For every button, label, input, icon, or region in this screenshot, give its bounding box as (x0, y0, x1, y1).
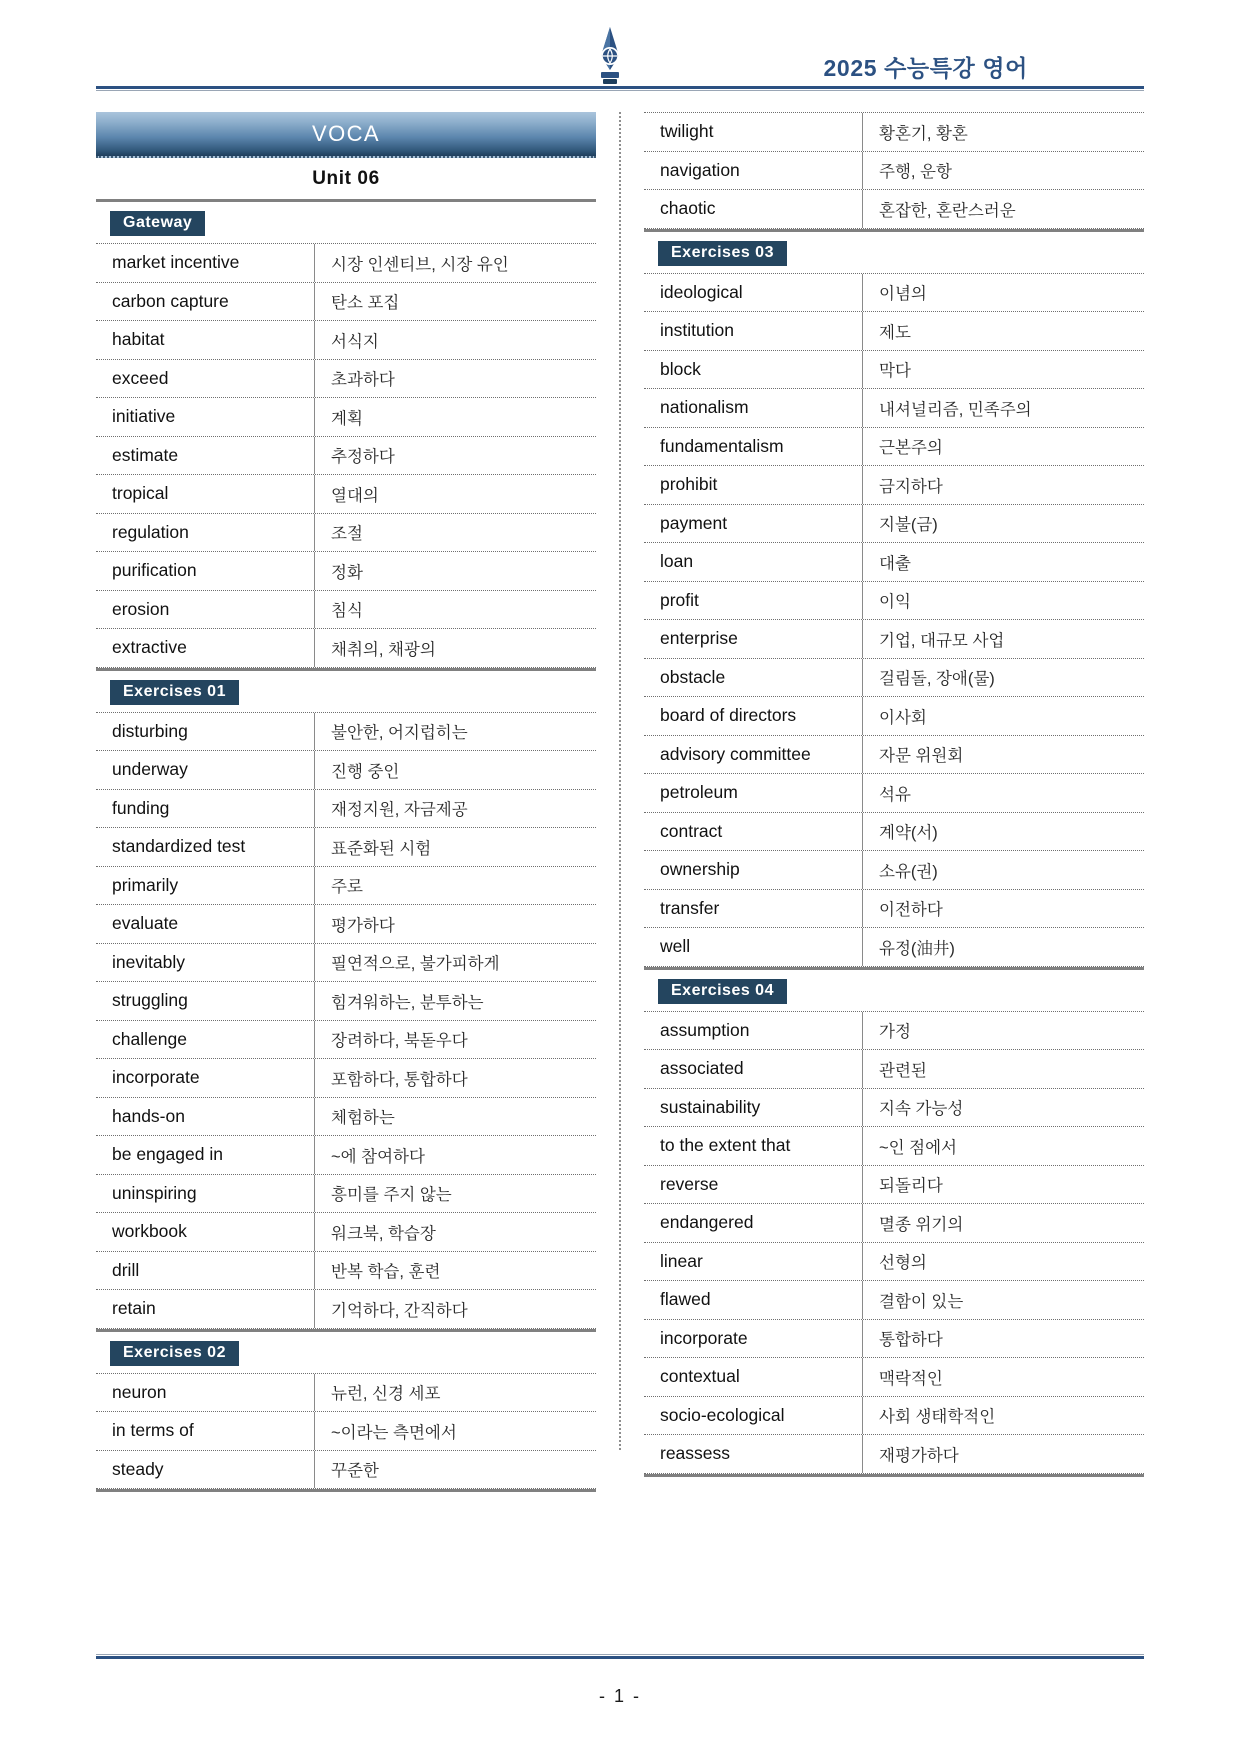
vocab-term: linear (660, 1250, 703, 1271)
vocab-meaning: ~이라는 측면에서 (314, 1412, 596, 1450)
header-divider (96, 86, 1144, 91)
vocab-row (644, 312, 1144, 351)
vocab-meaning: 재평가하다 (862, 1435, 1144, 1473)
vocab-row (644, 190, 1144, 229)
vocab-row (644, 428, 1144, 467)
page-title: 2025 수능특강 영어 (823, 55, 1028, 81)
vocab-meaning: 이념의 (862, 274, 1144, 312)
vocab-row (96, 982, 596, 1021)
vocab-row (644, 736, 1144, 775)
vocab-term: estimate (112, 444, 179, 465)
vocab-term: to the extent that (660, 1135, 791, 1156)
vocab-meaning: 선형의 (862, 1243, 1144, 1281)
vocab-table (644, 112, 1144, 229)
vocab-row (96, 360, 596, 399)
vocab-term: navigation (660, 159, 740, 180)
vocab-row (644, 890, 1144, 929)
vocab-term: carbon capture (112, 290, 229, 311)
vocab-term: chaotic (660, 198, 716, 219)
vocab-meaning: 계획 (314, 398, 596, 436)
vocab-row (96, 552, 596, 591)
vocab-term: contract (660, 820, 723, 841)
vocab-meaning: 이익 (862, 582, 1144, 620)
vocab-row (96, 1412, 596, 1451)
vocab-meaning: 체험하는 (314, 1098, 596, 1136)
vocab-term: incorporate (112, 1067, 200, 1088)
vocab-row (96, 1175, 596, 1214)
column-divider (619, 112, 621, 1450)
vocab-term: prohibit (660, 474, 718, 495)
vocab-term: funding (112, 797, 170, 818)
page-footer (0, 1642, 1240, 1752)
vocab-meaning: 채취의, 채광의 (314, 629, 596, 667)
vocab-table (96, 712, 596, 1329)
vocab-meaning: 정화 (314, 552, 596, 590)
vocab-meaning: 꾸준한 (314, 1451, 596, 1489)
section-chip: Exercises 01 (110, 680, 239, 705)
vocab-table (96, 1373, 596, 1490)
vocab-meaning: 지속 가능성 (862, 1089, 1144, 1127)
vocab-term: loan (660, 551, 694, 572)
vocab-meaning: 주행, 운항 (862, 152, 1144, 190)
vocab-meaning: 통합하다 (862, 1320, 1144, 1358)
vocab-row (644, 1281, 1144, 1320)
vocab-term: inevitably (112, 951, 185, 972)
vocab-meaning: 초과하다 (314, 360, 596, 398)
vocab-term: be engaged in (112, 1144, 223, 1165)
section-chip: Exercises 04 (658, 979, 787, 1004)
vocab-row (644, 543, 1144, 582)
vocab-row (644, 928, 1144, 967)
vocab-meaning: 멸종 위기의 (862, 1204, 1144, 1242)
unit-heading (96, 158, 596, 202)
vocab-meaning: 뉴런, 신경 세포 (314, 1374, 596, 1412)
vocab-row (96, 1213, 596, 1252)
section-end-rule (644, 1474, 1144, 1477)
vocab-row (96, 751, 596, 790)
vocab-row (96, 1451, 596, 1490)
vocabulary-sheet (96, 112, 1144, 1492)
vocab-term: challenge (112, 1028, 187, 1049)
vocab-table (644, 1011, 1144, 1474)
section-header (644, 232, 1144, 273)
vocab-meaning: 침식 (314, 591, 596, 629)
vocab-meaning: 혼잡한, 혼란스러운 (862, 190, 1144, 228)
vocab-term: reverse (660, 1173, 719, 1194)
vocab-term: nationalism (660, 397, 749, 418)
vocab-row (644, 113, 1144, 152)
vocab-term: regulation (112, 521, 189, 542)
vocab-term: habitat (112, 329, 165, 350)
vocab-term: fundamentalism (660, 435, 784, 456)
vocab-term: well (660, 936, 691, 957)
vocab-term: disturbing (112, 720, 188, 741)
vocab-row (644, 1358, 1144, 1397)
vocab-row (644, 1435, 1144, 1474)
vocab-row (96, 713, 596, 752)
vocab-row (644, 1012, 1144, 1051)
vocab-row (96, 475, 596, 514)
vocab-term: in terms of (112, 1420, 194, 1441)
vocab-term: associated (660, 1058, 744, 1079)
vocab-meaning: 걸림돌, 장애(물) (862, 659, 1144, 697)
vocab-meaning: 유정(油井) (862, 928, 1144, 966)
vocab-meaning: 자문 위원회 (862, 736, 1144, 774)
vocab-row (644, 1243, 1144, 1282)
right-column (644, 112, 1144, 1492)
vocab-row (644, 774, 1144, 813)
vocab-meaning: 사회 생태학적인 (862, 1397, 1144, 1435)
voca-banner (96, 112, 596, 158)
vocab-meaning: 소유(권) (862, 851, 1144, 889)
vocab-term: institution (660, 320, 734, 341)
page-header (0, 0, 1240, 96)
vocab-row (644, 1397, 1144, 1436)
vocab-meaning: 포함하다, 통합하다 (314, 1059, 596, 1097)
vocab-term: tropical (112, 483, 169, 504)
vocab-row (644, 389, 1144, 428)
vocab-term: primarily (112, 874, 179, 895)
vocab-meaning: 조절 (314, 514, 596, 552)
vocab-row (644, 697, 1144, 736)
vocab-meaning: 이사회 (862, 697, 1144, 735)
vocab-row (644, 466, 1144, 505)
vocab-meaning: 지불(금) (862, 505, 1144, 543)
vocab-term: petroleum (660, 782, 738, 803)
vocab-term: incorporate (660, 1327, 748, 1348)
vocab-row (644, 274, 1144, 313)
vocab-meaning: 재정지원, 자금제공 (314, 790, 596, 828)
vocab-term: board of directors (660, 705, 797, 726)
vocab-meaning: 기억하다, 간직하다 (314, 1290, 596, 1328)
unit-label: Unit 06 (312, 167, 380, 189)
vocab-row (96, 1374, 596, 1413)
vocab-term: advisory committee (660, 743, 811, 764)
vocab-row (96, 591, 596, 630)
vocab-meaning: 워크북, 학습장 (314, 1213, 596, 1251)
left-column (96, 112, 596, 1492)
vocab-row (644, 659, 1144, 698)
vocab-meaning: 석유 (862, 774, 1144, 812)
vocab-meaning: 제도 (862, 312, 1144, 350)
vocab-term: extractive (112, 637, 187, 658)
vocab-meaning: 관련된 (862, 1050, 1144, 1088)
vocab-meaning: 탄소 포집 (314, 283, 596, 321)
vocab-term: steady (112, 1458, 164, 1479)
vocab-term: workbook (112, 1221, 187, 1242)
vocab-row (96, 1136, 596, 1175)
vocab-row (96, 828, 596, 867)
vocab-term: profit (660, 589, 699, 610)
section-chip: Gateway (110, 211, 205, 236)
vocab-term: assumption (660, 1019, 750, 1040)
vocab-term: contextual (660, 1366, 740, 1387)
vocab-row (96, 1290, 596, 1329)
vocab-row (96, 944, 596, 983)
vocab-meaning: 근본주의 (862, 428, 1144, 466)
vocab-term: exceed (112, 367, 169, 388)
vocab-row (644, 582, 1144, 621)
vocab-term: ideological (660, 281, 743, 302)
vocab-term: reassess (660, 1443, 731, 1464)
vocab-row (644, 1166, 1144, 1205)
section-chip: Exercises 02 (110, 1341, 239, 1366)
vocab-term: transfer (660, 897, 720, 918)
vocab-term: erosion (112, 598, 170, 619)
vocab-meaning: 결함이 있는 (862, 1281, 1144, 1319)
vocab-term: endangered (660, 1212, 754, 1233)
vocab-row (96, 867, 596, 906)
vocab-term: block (660, 358, 701, 379)
vocab-meaning: 이전하다 (862, 890, 1144, 928)
vocab-row (644, 1320, 1144, 1359)
vocab-term: underway (112, 759, 188, 780)
vocab-meaning: 필연적으로, 불가피하게 (314, 944, 596, 982)
vocab-row (96, 905, 596, 944)
section-header (644, 970, 1144, 1011)
page-number: - 1 - (598, 1686, 641, 1706)
vocab-row (644, 851, 1144, 890)
vocab-meaning: 막다 (862, 351, 1144, 389)
vocab-meaning: 힘겨워하는, 분투하는 (314, 982, 596, 1020)
vocab-row (644, 351, 1144, 390)
vocab-row (96, 1098, 596, 1137)
pen-nib-globe-icon (586, 26, 634, 88)
vocab-term: drill (112, 1259, 140, 1280)
vocab-row (96, 244, 596, 283)
section-chip: Exercises 03 (658, 241, 787, 266)
column-gap (596, 112, 644, 1492)
vocab-meaning: 평가하다 (314, 905, 596, 943)
vocab-meaning: 주로 (314, 867, 596, 905)
section-header (96, 671, 596, 712)
section-header (96, 1332, 596, 1373)
vocab-meaning: 맥락적인 (862, 1358, 1144, 1396)
vocab-meaning: 장려하다, 북돋우다 (314, 1021, 596, 1059)
vocab-row (96, 1021, 596, 1060)
vocab-row (96, 437, 596, 476)
vocab-term: obstacle (660, 666, 726, 687)
vocab-meaning: 기업, 대규모 사업 (862, 620, 1144, 658)
vocab-row (644, 620, 1144, 659)
vocab-term: initiative (112, 406, 176, 427)
vocab-row (644, 152, 1144, 191)
vocab-term: purification (112, 560, 197, 581)
vocab-meaning: 추정하다 (314, 437, 596, 475)
vocab-row (644, 505, 1144, 544)
vocab-row (96, 321, 596, 360)
vocab-term: retain (112, 1298, 156, 1319)
vocab-meaning: 내셔널리즘, 민족주의 (862, 389, 1144, 427)
vocab-term: flawed (660, 1289, 711, 1310)
vocab-meaning: 서식지 (314, 321, 596, 359)
vocab-row (96, 629, 596, 668)
vocab-meaning: 불안한, 어지럽히는 (314, 713, 596, 751)
vocab-meaning: ~에 참여하다 (314, 1136, 596, 1174)
vocab-meaning: 열대의 (314, 475, 596, 513)
vocab-meaning: 황혼기, 황혼 (862, 113, 1144, 151)
vocab-table (96, 243, 596, 668)
vocab-term: sustainability (660, 1096, 761, 1117)
vocab-row (644, 1204, 1144, 1243)
vocab-row (644, 1127, 1144, 1166)
vocab-meaning: 금지하다 (862, 466, 1144, 504)
vocab-term: standardized test (112, 836, 246, 857)
vocab-term: uninspiring (112, 1182, 197, 1203)
section-header (96, 202, 596, 243)
vocab-row (96, 514, 596, 553)
vocab-meaning: 진행 중인 (314, 751, 596, 789)
vocab-row (644, 1050, 1144, 1089)
vocab-table (644, 273, 1144, 967)
vocab-meaning: 시장 인센티브, 시장 유인 (314, 244, 596, 282)
vocab-row (644, 1089, 1144, 1128)
vocab-term: hands-on (112, 1105, 185, 1126)
vocab-term: neuron (112, 1381, 167, 1402)
vocab-row (96, 1059, 596, 1098)
vocab-term: ownership (660, 859, 740, 880)
vocab-term: socio-ecological (660, 1404, 785, 1425)
vocab-term: payment (660, 512, 728, 533)
vocab-meaning: ~인 점에서 (862, 1127, 1144, 1165)
vocab-row (96, 283, 596, 322)
vocab-term: market incentive (112, 252, 240, 273)
vocab-meaning: 반복 학습, 훈련 (314, 1252, 596, 1290)
vocab-meaning: 가정 (862, 1012, 1144, 1050)
vocab-term: evaluate (112, 913, 179, 934)
vocab-term: twilight (660, 121, 714, 142)
vocab-row (644, 813, 1144, 852)
footer-divider (96, 1654, 1144, 1659)
vocab-meaning: 흥미를 주지 않는 (314, 1175, 596, 1213)
vocab-row (96, 1252, 596, 1291)
vocab-meaning: 되돌리다 (862, 1166, 1144, 1204)
section-end-rule (96, 1489, 596, 1492)
voca-banner-label: VOCA (312, 121, 380, 146)
vocab-meaning: 대출 (862, 543, 1144, 581)
vocab-meaning: 계약(서) (862, 813, 1144, 851)
vocab-term: struggling (112, 990, 188, 1011)
vocab-term: enterprise (660, 628, 738, 649)
vocab-meaning: 표준화된 시험 (314, 828, 596, 866)
vocab-row (96, 790, 596, 829)
vocab-row (96, 398, 596, 437)
